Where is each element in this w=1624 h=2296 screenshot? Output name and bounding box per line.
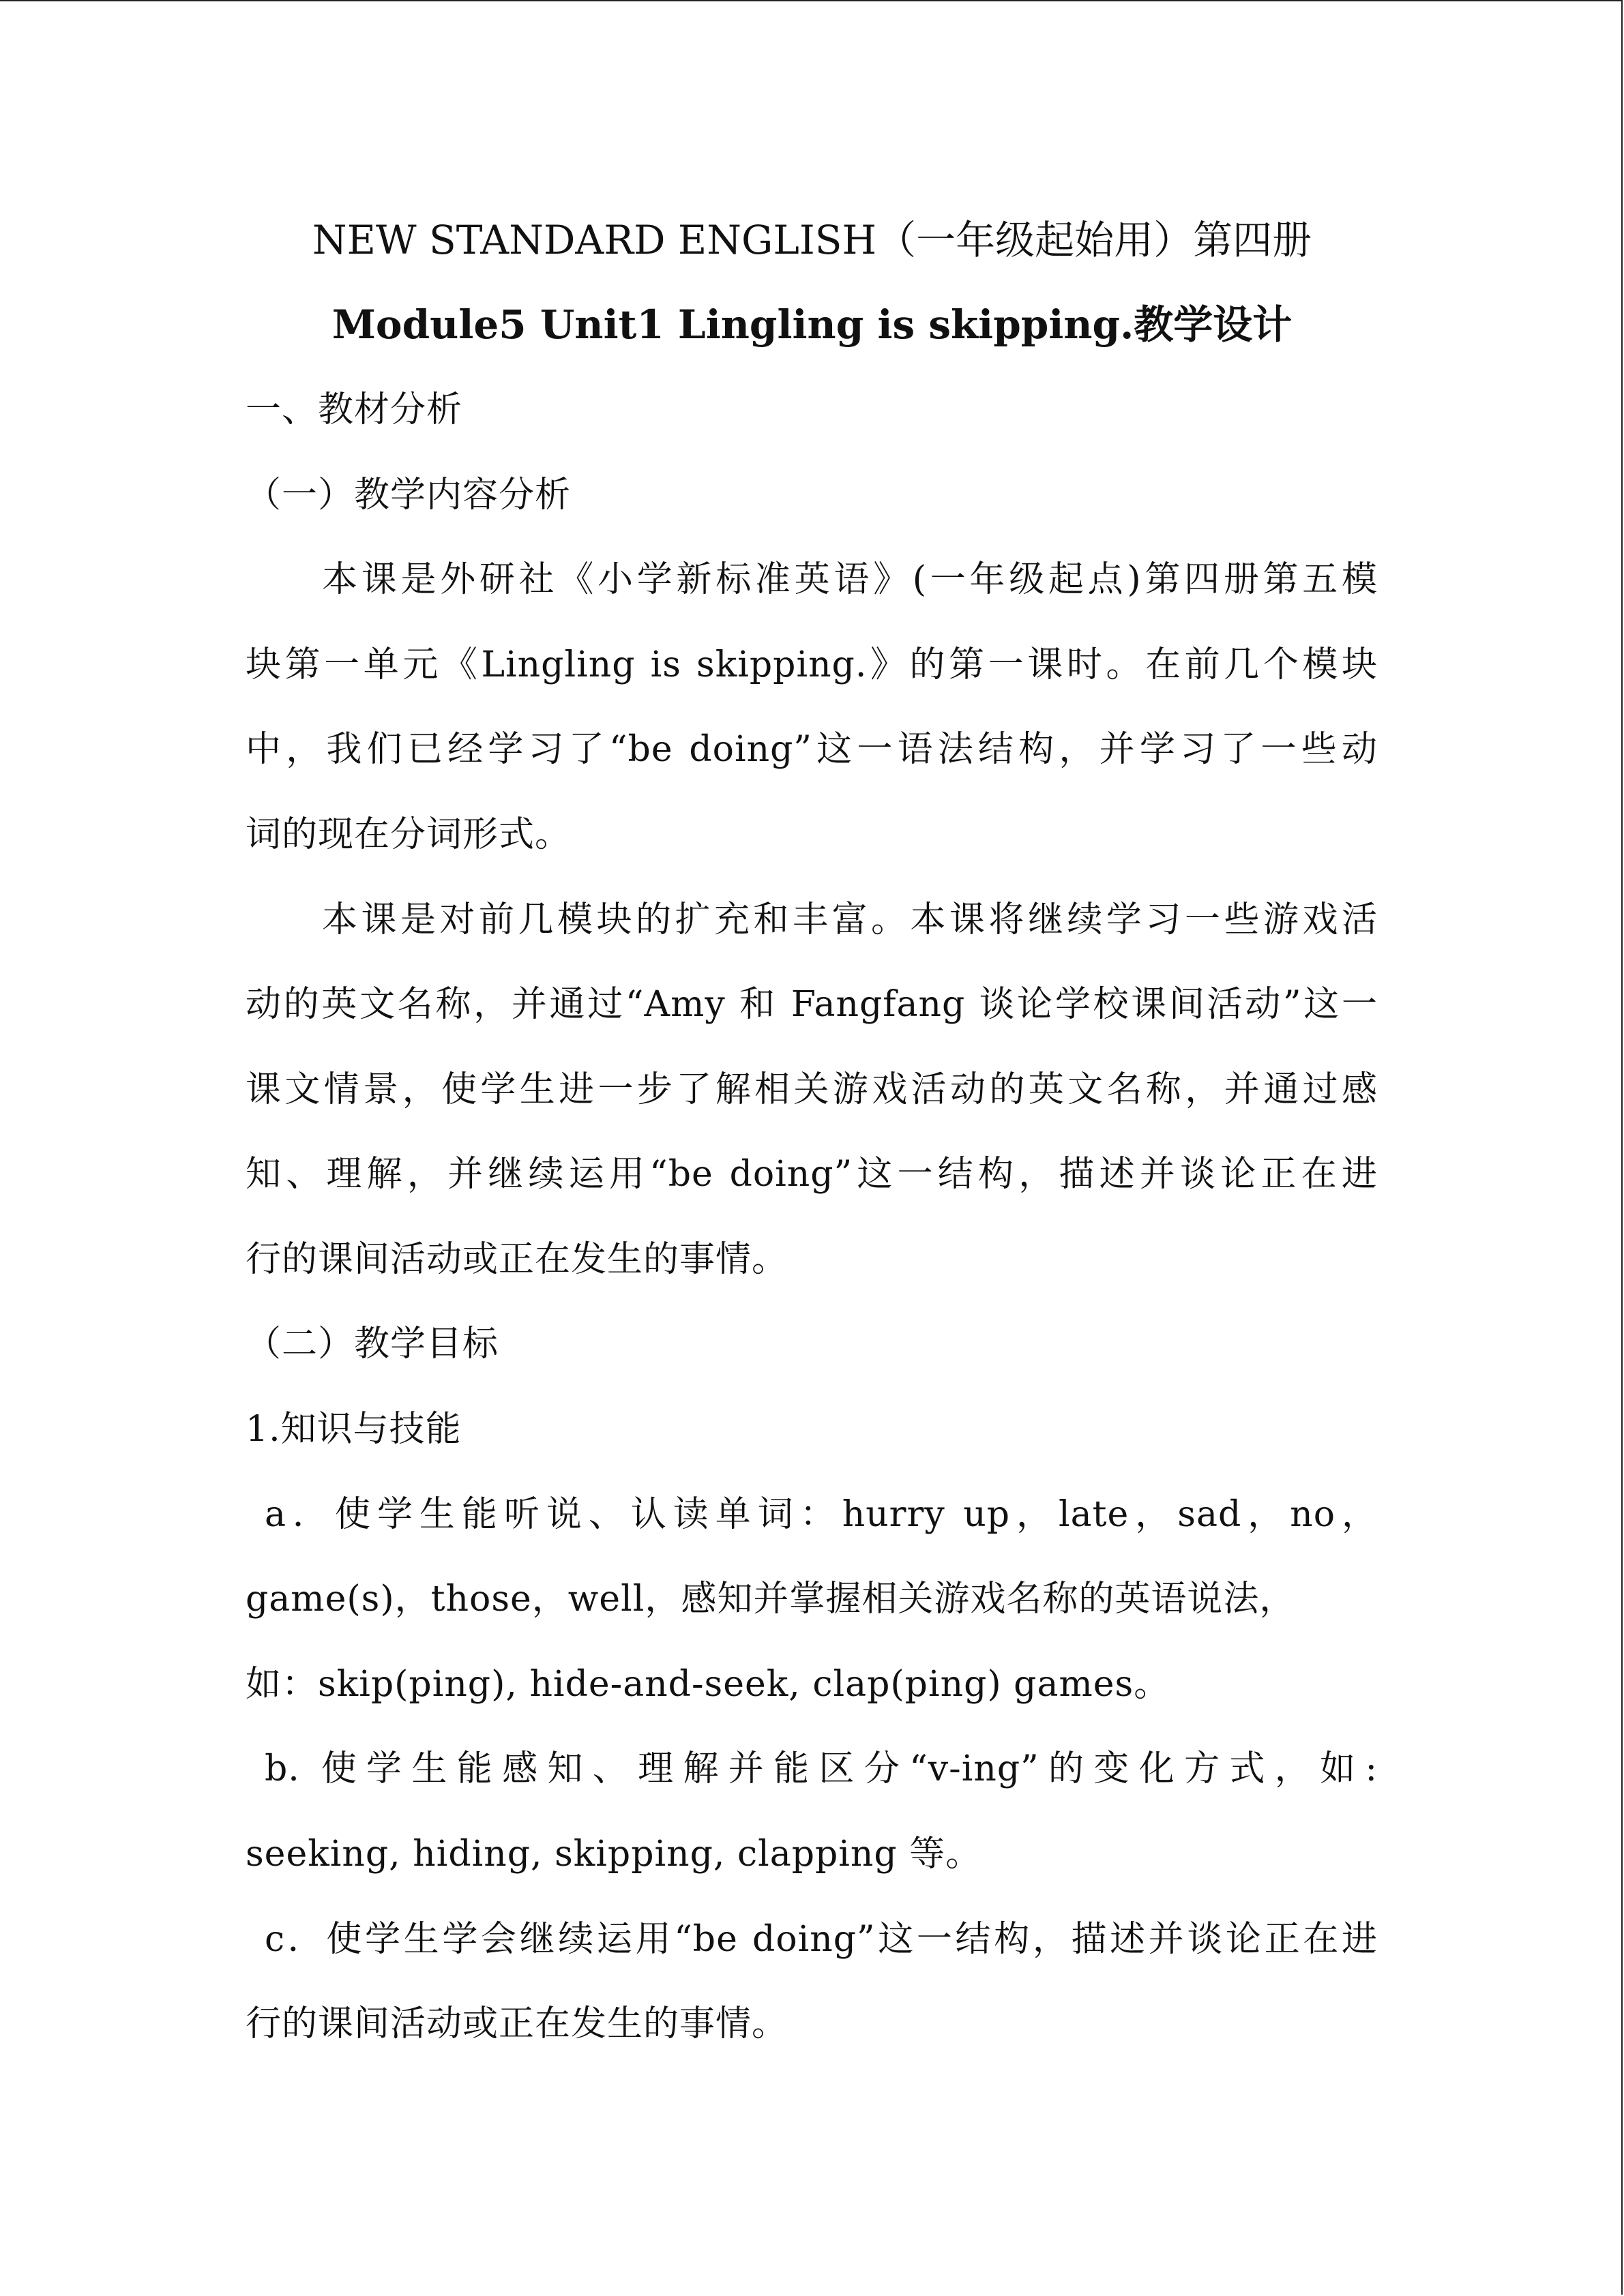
document-subtitle: Module5 Unit1 Lingling is skipping.教学设计: [331, 301, 1293, 348]
list-item-line: 行的课间活动或正在发生的事情。: [246, 2003, 788, 2044]
paragraph-line: 本课是对前几模块的扩充和丰富。本课将继续学习一些游戏活: [322, 899, 1378, 940]
paragraph-line: 知、理解，并继续运用“be doing”这一结构，描述并谈论正在进: [246, 1154, 1378, 1195]
list-item-line: a．使学生能听说、认读单词：hurry up，late，sad，no，: [265, 1494, 1378, 1535]
document-title: NEW STANDARD ENGLISH（一年级起始用）第四册: [312, 217, 1312, 263]
paragraph-line: 行的课间活动或正在发生的事情。: [246, 1239, 788, 1280]
paragraph-line: 词的现在分词形式。: [246, 814, 572, 855]
subsection-heading: （二）教学目标: [246, 1324, 499, 1365]
subsection-heading: （一）教学内容分析: [246, 475, 572, 516]
list-item-line: b. 使学生能感知、理解并能区分“v-ing”的变化方式，如:: [265, 1748, 1378, 1789]
list-item-line: 如：skip(ping), hide-and-seek, clap(ping) games。: [246, 1664, 1170, 1705]
paragraph-line: 块第一单元《Lingling is skipping.》的第一课时。在前几个模块: [246, 644, 1378, 685]
list-item-line: seeking, hiding, skipping, clapping 等。: [246, 1834, 982, 1875]
paragraph-line: 课文情景，使学生进一步了解相关游戏活动的英文名称，并通过感: [246, 1069, 1378, 1110]
list-item-line: c．使学生学会继续运用“be doing”这一结构，描述并谈论正在进: [265, 1919, 1378, 1960]
objective-heading: 1.知识与技能: [246, 1409, 462, 1450]
paragraph-line: 本课是外研社《小学新标准英语》(一年级起点)第四册第五模: [322, 559, 1378, 600]
paragraph-line: 中，我们已经学习了“be doing”这一语法结构，并学习了一些动: [246, 729, 1378, 770]
section-heading: 一、教材分析: [246, 389, 463, 430]
paragraph-line: 动的英文名称，并通过“Amy 和 Fangfang 谈论学校课间活动”这一: [246, 984, 1378, 1025]
list-item-line: game(s)，those，well，感知并掌握相关游戏名称的英语说法，: [246, 1579, 1296, 1620]
